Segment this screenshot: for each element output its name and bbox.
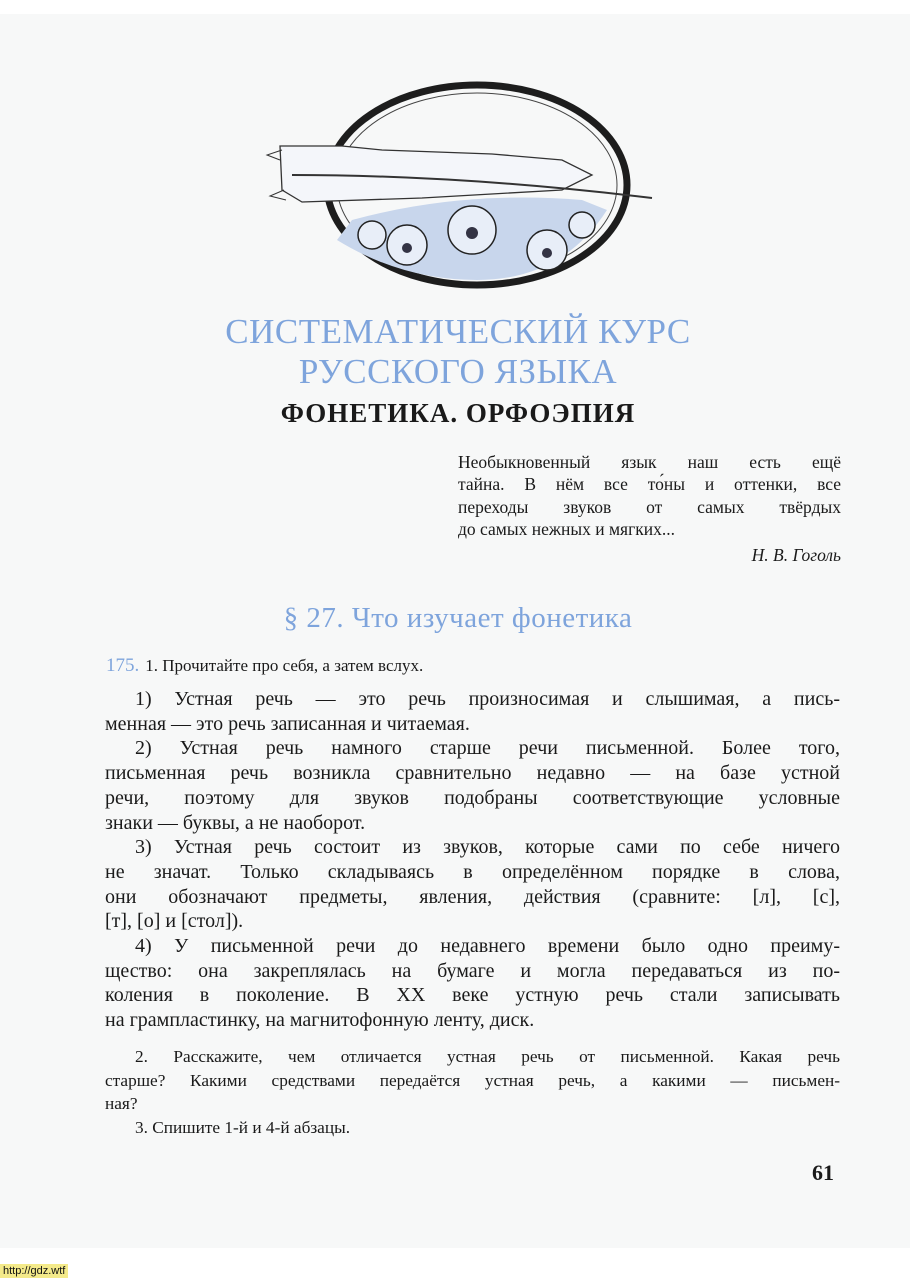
course-title-line2: РУССКОГО ЯЗЫКА — [298, 352, 618, 391]
epigraph-author: Н. В. Гоголь — [751, 545, 841, 566]
section-heading: ФОНЕТИКА. ОРФОЭПИЯ — [280, 398, 636, 428]
epigraph-line: тайна. В нём все то́ны и оттенки, все — [458, 474, 841, 495]
course-title-line1: СИСТЕМАТИЧЕСКИЙ КУРС — [225, 312, 691, 351]
text-line: коления в поколение. В XX веке устную речь стали записывать — [105, 984, 840, 1007]
task-line: 3. Спишите 1-й и 4-й абзацы. — [135, 1117, 351, 1137]
text-line: [т], [о] и [стол]). — [105, 910, 244, 933]
text-line: речи, поэтому для звуков подобраны соответствующие условные — [105, 786, 840, 809]
epigraph — [458, 451, 841, 566]
feather-roses-illustration — [262, 80, 662, 295]
text-line: менная — это речь записанная и читаемая. — [105, 712, 470, 735]
text-line: знаки — буквы, а не наоборот. — [105, 811, 366, 834]
text-line: 4) У письменной речи до недавнего времени было одно преиму- — [135, 935, 840, 958]
task-line: старше? Какими средствами передаётся устная речь, а какими — письмен- — [105, 1070, 840, 1090]
text-line: на грампластинку, на магнитофонную ленту, диск. — [105, 1009, 535, 1032]
task-line: ная? — [105, 1094, 138, 1113]
watermark-link[interactable]: http://gdz.wtf — [0, 1264, 68, 1278]
text-paragraph — [105, 736, 840, 835]
exercise-header — [106, 655, 423, 677]
text-paragraph — [105, 835, 840, 934]
text-line: 1) Устная речь — это речь произносимая и слышимая, а пись- — [135, 688, 840, 710]
exercise-text — [105, 687, 840, 1033]
exercise-instruction: 1. Прочитайте про себя, а затем вслух. — [145, 656, 424, 675]
epigraph-line: переходы звуков от самых твёрдых — [458, 496, 841, 517]
paragraph-title: § 27. Что изучает фонетика — [283, 602, 633, 634]
task-line: 2. Расскажите, чем отличается устная речь от письменной. Какая речь — [135, 1047, 840, 1066]
text-line: щество: она закреплялась на бумаге и могла передаваться из по- — [105, 959, 840, 982]
text-line: они обозначают предметы, явления, действия (сравните: [л], [с], — [105, 885, 840, 908]
text-paragraph — [105, 934, 840, 1033]
exercise-tasks — [105, 1045, 840, 1139]
text-paragraph — [105, 687, 840, 736]
text-line: не значат. Только складываясь в определённом порядке в слова, — [105, 860, 840, 883]
epigraph-line: до самых нежных и мягких... — [458, 518, 675, 539]
text-line: письменная речь возникла сравнительно недавно — на базе устной — [105, 762, 840, 785]
text-line: 2) Устная речь намного старше речи письменной. Более того, — [135, 737, 840, 760]
exercise-number: 175. — [106, 655, 140, 676]
text-line: 3) Устная речь состоит из звуков, которые сами по себе ничего — [135, 836, 840, 859]
epigraph-line: Необыкновенный язык наш есть ещё — [458, 452, 841, 472]
page-number: 61 — [812, 1160, 834, 1185]
